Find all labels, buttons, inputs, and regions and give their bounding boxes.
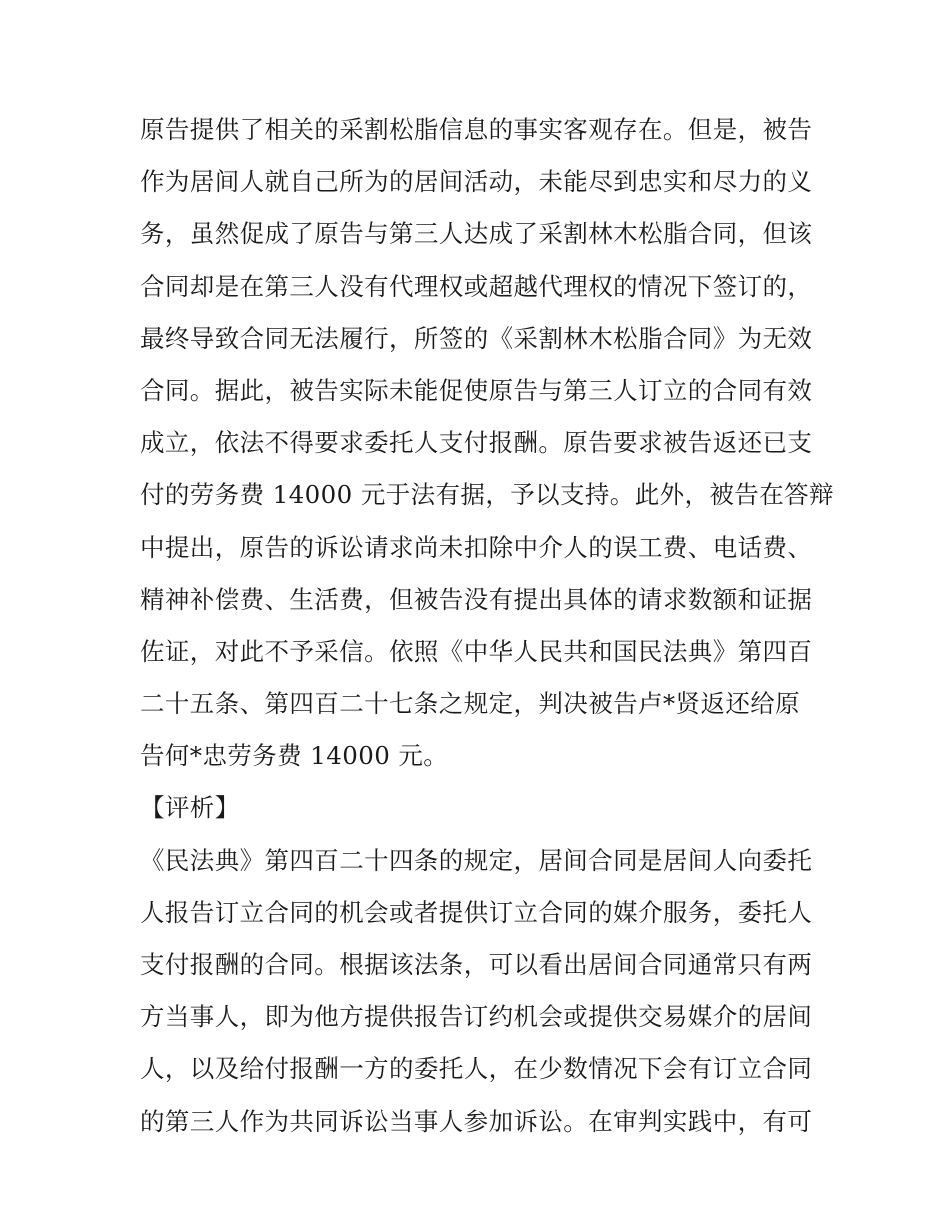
text-line: 支付报酬的合同。根据该法条，可以看出居间合同通常只有两 [140,950,813,979]
text-line: 合同。据此，被告实际未能促使原告与第三人订立的合同有效 [140,375,813,405]
text-line: 人报告订立合同的机会或者提供订立合同的媒介服务，委托人 [140,897,813,927]
text-line: 付的劳务费 14000 元于法有据，予以支持。此外，被告在答辩 [140,480,834,510]
text-line: 告何*忠劳务费 14000 元。 [140,741,449,771]
text-line: 务，虽然促成了原告与第三人达成了采割林木松脂合同，但该 [140,219,813,249]
text-line: 人，以及给付报酬一方的委托人，在少数情况下会有订立合同 [140,1054,813,1084]
section-heading: 【评析】 [140,793,240,823]
text-line: 方当事人，即为他方提供报告订约机会或提供交易媒介的居间 [140,1002,813,1032]
text-line: 《民法典》第四百二十四条的规定，居间合同是居间人向委托 [140,845,813,875]
document-body [140,104,834,1148]
text-line: 二十五条、第四百二十七条之规定，判决被告卢*贤返还给原 [140,689,801,719]
text-line: 精神补偿费、生活费，但被告没有提出具体的请求数额和证据 [140,584,813,614]
text-line: 作为居间人就自己所为的居间活动，未能尽到忠实和尽力的义 [140,167,813,197]
text-line: 成立，依法不得要求委托人支付报酬。原告要求被告返还已支 [140,428,813,458]
text-line: 最终导致合同无法履行，所签的《采割林木松脂合同》为无效 [140,323,813,353]
text-line: 的第三人作为共同诉讼当事人参加诉讼。在审判实践中，有可 [140,1106,813,1136]
text-line: 合同却是在第三人没有代理权或超越代理权的情况下签订的， [140,271,813,301]
text-line: 原告提供了相关的采割松脂信息的事实客观存在。但是，被告 [140,115,813,144]
text-line: 中提出，原告的诉讼请求尚未扣除中介人的误工费、电话费、 [140,532,813,562]
text-line: 佐证，对此不予采信。依照《中华人民共和国民法典》第四百 [140,636,813,666]
